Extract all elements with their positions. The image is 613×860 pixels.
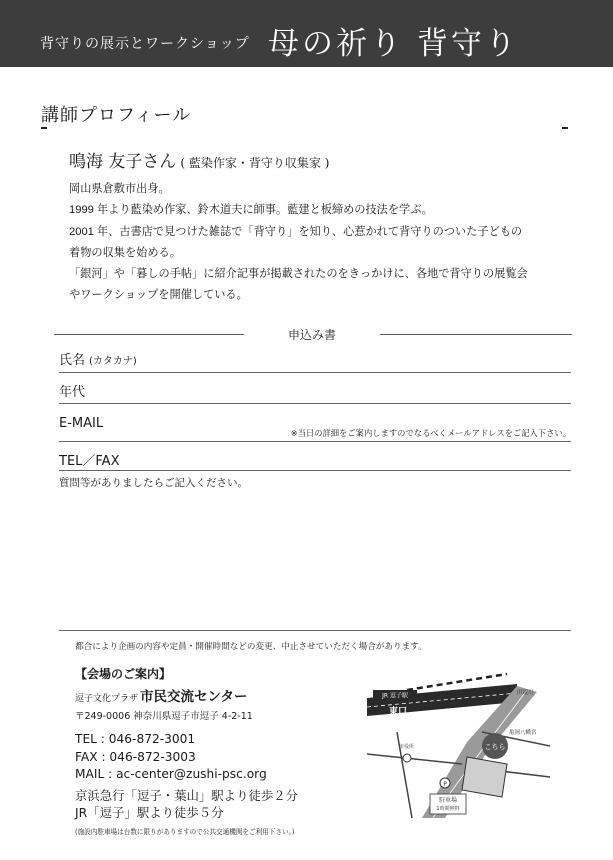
river-label: 田越川 [517,690,534,696]
venue-tel: TEL : 046-872-3001 [75,732,196,746]
profile-section-title: 講師プロフィール [41,105,192,126]
change-notice: 都合により企画の内容や定員・開催時間などの変更、中止させていただく場合があります。 [75,642,427,652]
questions-label: 質問等がありましたらご記入ください。 [59,477,248,489]
bio-line: 「銀河」や「暮しの手帖」に紹介記事が掲載されたのをきっかけに、各地で背守りの展覧会 [69,268,528,281]
divider [380,334,572,335]
venue-org-name: 市民交流センター [140,689,248,705]
here-label: こちら [484,743,506,751]
bio-line: 岡山県倉敷市出身。 [69,183,170,195]
section-rule-right [562,127,568,129]
tel-fax-field-label: TEL／FAX [59,454,120,469]
shrine-label: 亀岡八幡宮 [509,730,537,736]
instructor-bio [69,179,539,307]
venue-access [75,787,375,822]
email-field-note: ※当日の詳細をご案内しますのでなるべくメールアドレスをご記入下さい。 [290,428,571,438]
parking-sub: 1時間無料 [436,806,460,812]
access-keikyu: 京浜急行「逗子・葉山」駅より徒歩２分 [75,787,299,803]
parking-note: (施設内駐車場は台数に限りがありますので公共交通機関をご利用下さい。) [75,827,295,836]
questions-field[interactable] [59,475,571,631]
venue-fax: FAX : 046-872-3003 [75,749,196,764]
name-label-text: 氏名 [59,353,86,368]
parking-mark: P [443,781,447,788]
venue-address: 〒249-0006 神奈川県逗子市逗子 4-2-11 [75,711,253,722]
email-field[interactable] [59,404,571,442]
access-jr: JR「逗子」駅より徒歩５分 [75,805,224,820]
age-field[interactable] [59,373,571,404]
venue-org-prefix: 逗子文化プラザ [75,694,139,704]
application-form-heading [54,325,572,343]
name-label-hint: (カタカナ) [89,356,137,367]
tel-fax-field[interactable] [59,442,571,471]
bio-line: やワークショップを開催している。 [69,289,248,302]
header-title: 母の祈り 背守り [268,26,519,62]
instructor-name [69,147,329,172]
bio-line: 着物の収集を始める。 [69,246,181,259]
bio-line: 1999 年より藍染め作家、鈴木道夫に師事。藍建と板締めの技法を学ぶ。 [69,204,433,217]
venue-building [462,757,507,797]
venue-org [75,685,375,705]
age-field-label: 年代 [59,385,86,400]
name-field-label [59,349,137,368]
divider [54,334,244,335]
venue-contact [75,731,375,784]
city-hall-marker [403,754,411,762]
venue-heading: 【会場のご案内】 [75,667,172,681]
bio-line: 2001 年、古書店で見つけた雑誌で「背守り」を知り、心惹かれて背守りのついた子どもの [69,225,523,238]
name-field[interactable] [59,343,571,373]
form-heading-label: 申込み書 [287,328,336,342]
city-hall-label: 市役所 [399,744,415,750]
east-exit-label: 東口 [389,707,408,717]
venue-mail[interactable]: MAIL : ac-center@zushi-psc.org [75,767,267,781]
instructor-role: ( 藍染作家・背守り収集家 ) [180,156,330,170]
venue-info [75,665,375,836]
header-subtitle: 背守りの展示とワークショップ [40,36,250,52]
access-map [367,672,550,818]
email-field-label: E-MAIL [59,416,104,431]
header-banner [0,0,613,67]
jr-station-label: JR 逗子駅 [382,692,408,700]
parking-label: 駐車場 [438,797,458,804]
section-rule-left [41,127,47,129]
instructor-name-text: 鳴海 友子さん [69,152,177,172]
